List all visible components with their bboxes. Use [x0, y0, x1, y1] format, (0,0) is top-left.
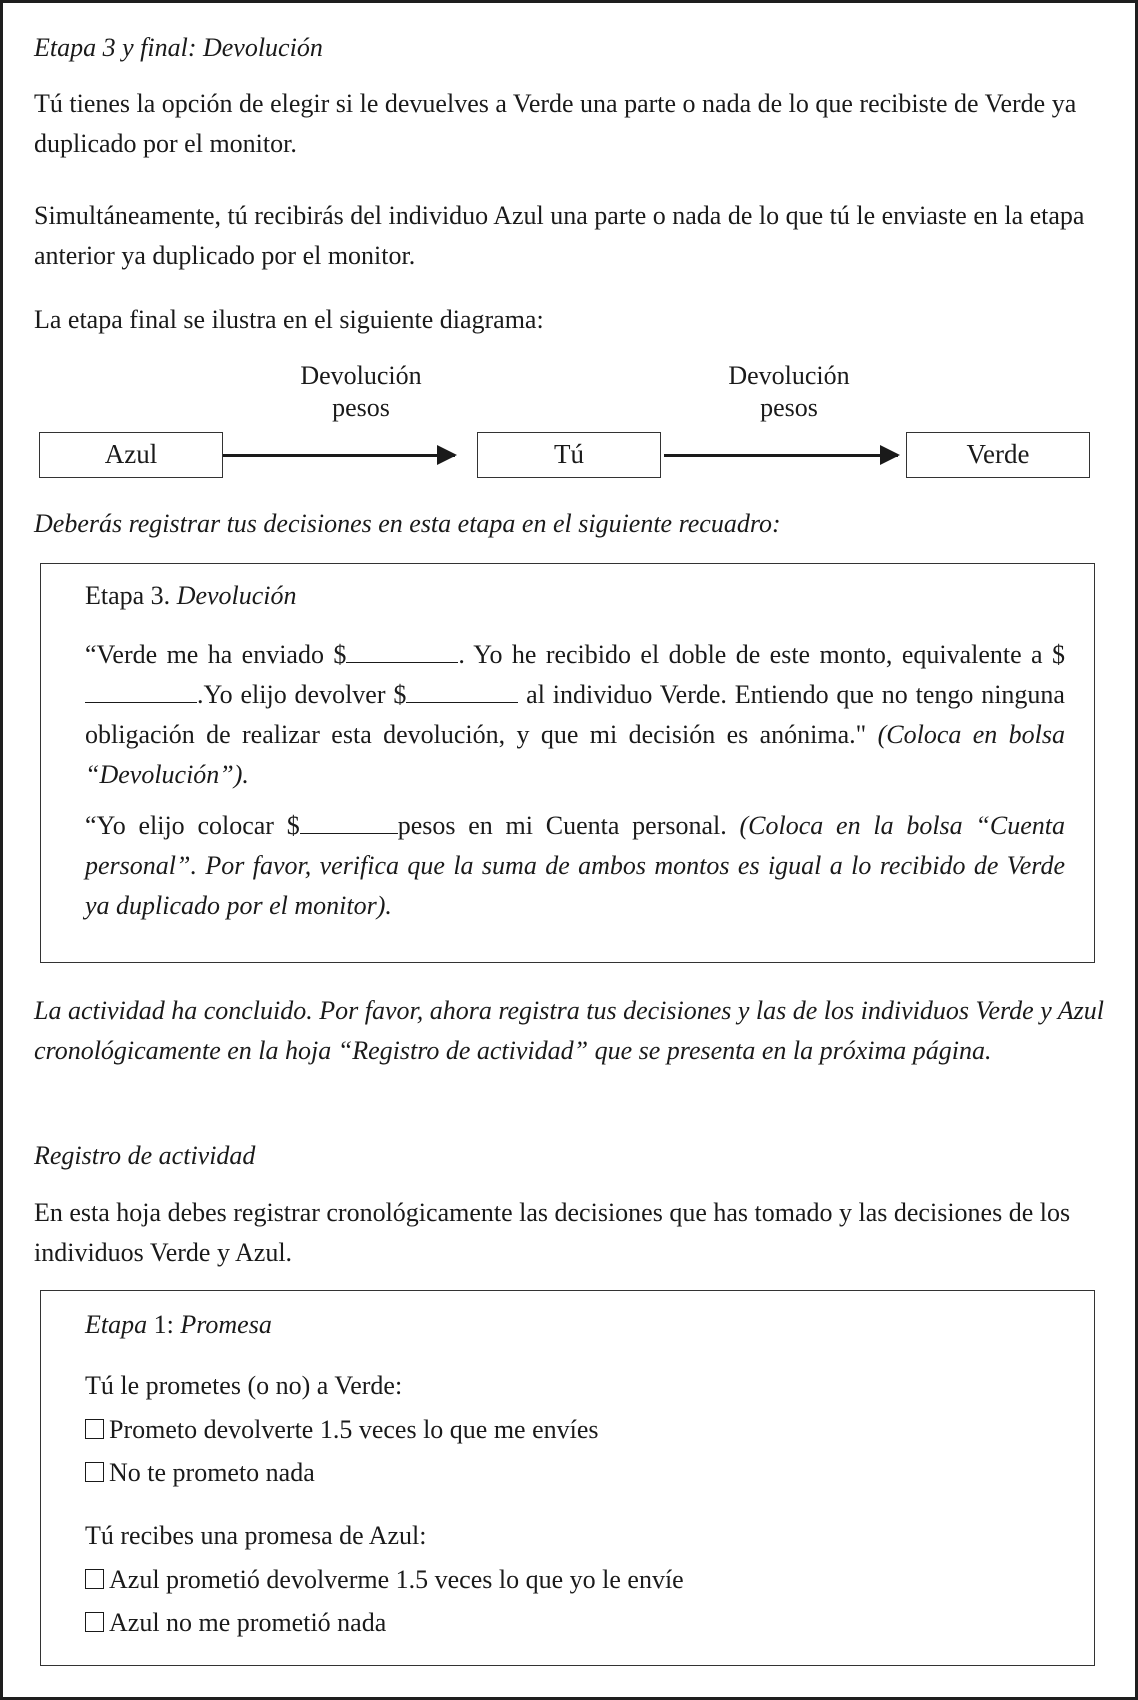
stage3-box-paragraph-2: [85, 806, 1065, 926]
arrow-label-azul-to-tu: [261, 360, 461, 424]
text-italic: Promesa: [180, 1310, 272, 1339]
arrow-right-icon: [664, 454, 898, 457]
option-label: Azul no me prometió nada: [109, 1608, 387, 1637]
amount-doubled-field[interactable]: [85, 678, 197, 703]
arrow-label-line1: Devolución: [728, 361, 850, 390]
text-italic: Etapa: [85, 1310, 148, 1339]
personal-account-amount-field[interactable]: [300, 809, 398, 834]
stage3-box-title-plain: Etapa 3.: [85, 581, 177, 610]
record-instruction: Deberás registrar tus decisiones en esta etapa en el siguiente recuadro:: [34, 509, 781, 538]
checkbox-icon[interactable]: [85, 1612, 104, 1632]
text: pesos en mi Cuenta personal.: [397, 811, 740, 840]
option-label: Prometo devolverte 1.5 veces lo que me envíes: [109, 1415, 599, 1444]
arrow-right-icon: [223, 454, 455, 457]
arrow-label-tu-to-verde: [689, 360, 889, 424]
registro-intro: En esta hoja debes registrar cronológicamente las decisiones que has tomado y las decisiones de los individuos Verde y Azul.: [34, 1198, 1071, 1267]
checkbox-icon[interactable]: [85, 1462, 104, 1482]
stage3-box-paragraph-1: [85, 635, 1065, 795]
amount-received-field[interactable]: [346, 638, 458, 663]
node-azul: Azul: [39, 432, 223, 478]
text-italic: (Coloca en la bolsa “Cuenta personal”. Por favor, verifica que la suma de ambos montos es igual a lo recibido de Verde ya duplicado por el monitor).: [85, 811, 1065, 920]
option-label: No te prometo nada: [109, 1458, 315, 1487]
text: . Yo he recibido el doble de este monto, equivalente a $: [458, 640, 1065, 669]
arrow-label-line1: Devolución: [300, 361, 422, 390]
stage3-box-title: [85, 576, 1065, 616]
node-tu: Tú: [477, 432, 661, 478]
amount-returned-field[interactable]: [406, 678, 518, 703]
registro-heading: Registro de actividad: [34, 1141, 256, 1170]
stage1-option-azul-promised[interactable]: [85, 1560, 1065, 1600]
stage1-question-1: Tú le prometes (o no) a Verde:: [85, 1371, 403, 1400]
stage1-option-azul-no-promise[interactable]: [85, 1603, 1065, 1643]
stage3-paragraph-2: Simultáneamente, tú recibirás del individuo Azul una parte o nada de lo que tú le enviaste en la etapa anterior ya duplicado por el monitor.: [34, 201, 1085, 270]
text: al individuo Verde. Entiendo que no tengo ninguna obligación de realizar esta devolución, y que mi decisión es anónima.": [85, 680, 1065, 749]
stage1-option-promise[interactable]: [85, 1410, 1065, 1450]
stage3-paragraph-1: Tú tienes la opción de elegir si le devuelves a Verde una parte o nada de lo que recibiste de Verde ya duplicado por el monitor.: [34, 89, 1077, 158]
text: .Yo elijo devolver $: [197, 680, 407, 709]
stage1-box-title: [85, 1305, 1065, 1345]
stage3-heading: Etapa 3 y final: Devolución: [34, 33, 323, 62]
text: 1:: [147, 1310, 181, 1339]
checkbox-icon[interactable]: [85, 1569, 104, 1589]
arrow-label-line2: pesos: [332, 393, 390, 422]
checkbox-icon[interactable]: [85, 1419, 104, 1439]
stage1-option-no-promise[interactable]: [85, 1453, 1065, 1493]
option-label: Azul prometió devolverme 1.5 veces lo que yo le envíe: [109, 1565, 684, 1594]
text: “Yo elijo colocar $: [85, 811, 300, 840]
node-verde: Verde: [906, 432, 1090, 478]
stage3-paragraph-3: La etapa final se ilustra en el siguiente diagrama:: [34, 305, 544, 334]
text-italic: (Coloca en bolsa “Devolución”).: [85, 720, 1065, 789]
arrow-label-line2: pesos: [760, 393, 818, 422]
stage3-box-title-italic: Devolución: [176, 581, 297, 610]
flow-diagram: [3, 358, 1135, 488]
stage1-question-2: Tú recibes una promesa de Azul:: [85, 1521, 427, 1550]
conclusion-paragraph: La actividad ha concluido. Por favor, ahora registra tus decisiones y las de los individuos Verde y Azul cronológicamente en la hoja “Registro de actividad” que se presenta en la próxima página.: [34, 996, 1104, 1065]
text: “Verde me ha enviado $: [85, 640, 347, 669]
